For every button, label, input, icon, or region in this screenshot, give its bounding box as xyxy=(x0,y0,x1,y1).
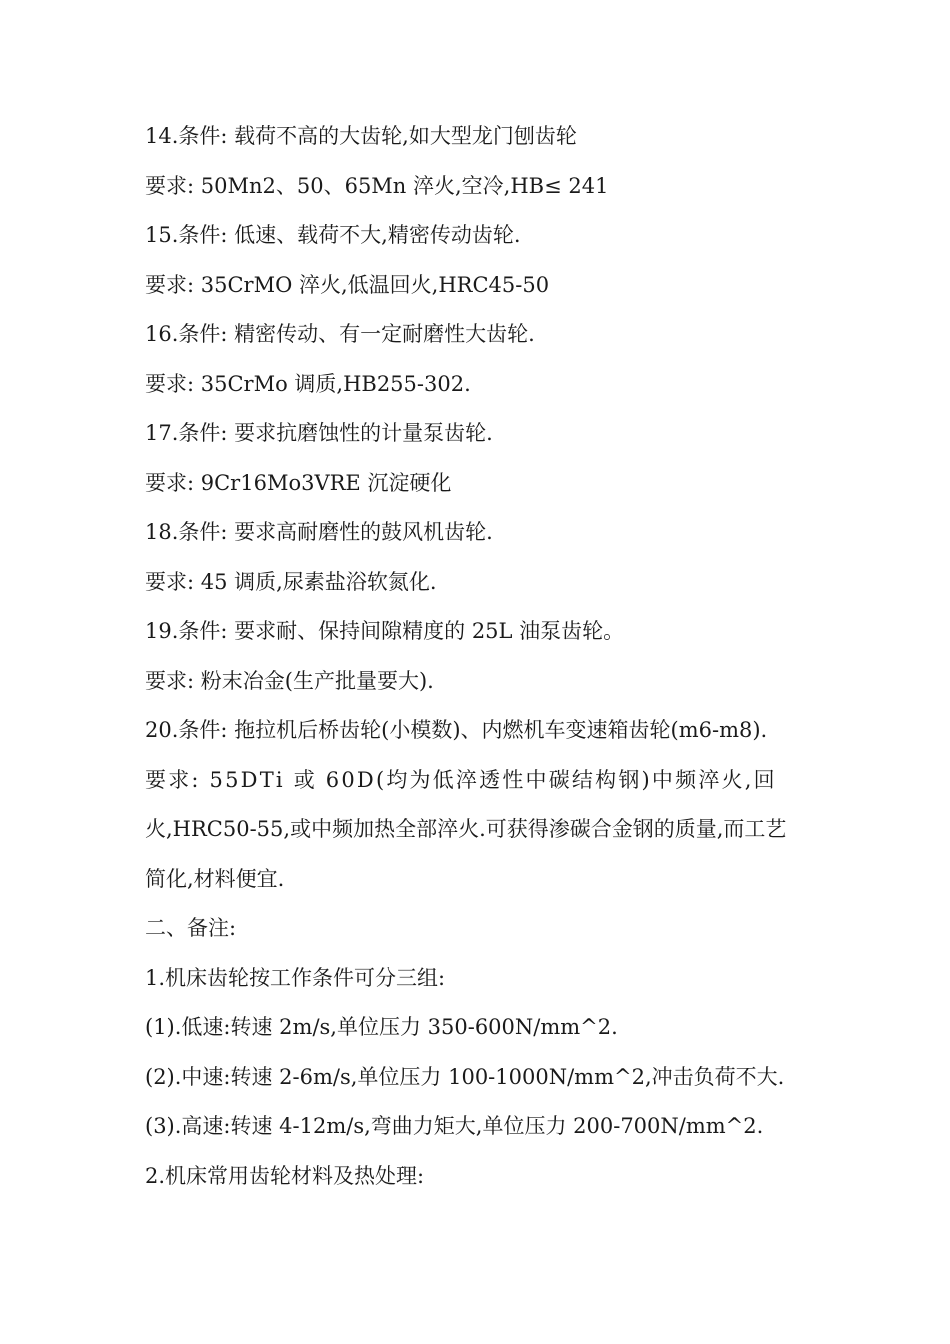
text-line-note-2: 2.机床常用齿轮材料及热处理: xyxy=(145,1163,425,1188)
text-line-17-condition: 17.条件: 要求抗磨蚀性的计量泵齿轮. xyxy=(145,421,493,445)
text-line-16-requirement: 要求: 35CrMo 调质,HB255-302. xyxy=(145,371,471,396)
document-body xyxy=(145,118,810,1207)
text-line-15-requirement: 要求: 35CrMO 淬火,低温回火,HRC45-50 xyxy=(145,272,550,297)
text-line-note-1-medium-speed: (2).中速:转速 2-6m/s,单位压力 100-1000N/mm^2,冲击负荷不大. xyxy=(145,1064,785,1089)
text-line-note-1: 1.机床齿轮按工作条件可分三组: xyxy=(145,965,446,990)
text-line-17-requirement: 要求: 9Cr16Mo3VRE 沉淀硬化 xyxy=(145,470,452,495)
text-line-20-requirement-part3: 简化,材料便宜. xyxy=(145,866,285,891)
text-line-note-1-low-speed: (1).低速:转速 2m/s,单位压力 350-600N/mm^2. xyxy=(145,1015,618,1039)
text-line-15-condition: 15.条件: 低速、载荷不大,精密传动齿轮. xyxy=(145,223,521,247)
text-line-20-requirement-part2: 火,HRC50-55,或中频加热全部淬火.可获得渗碳合金钢的质量,而工艺 xyxy=(145,817,787,841)
text-line-18-condition: 18.条件: 要求高耐磨性的鼓风机齿轮. xyxy=(145,520,493,544)
text-line-19-requirement: 要求: 粉末冶金(生产批量要大). xyxy=(145,668,434,693)
text-line-20-requirement-part1: 要求: 55DTi 或 60D(均为低淬透性中碳结构钢)中频淬火,回 xyxy=(145,767,777,792)
text-line-18-requirement: 要求: 45 调质,尿素盐浴软氮化. xyxy=(145,569,437,594)
text-line-16-condition: 16.条件: 精密传动、有一定耐磨性大齿轮. xyxy=(145,322,535,346)
section-heading-notes: 二、备注: xyxy=(145,916,237,940)
text-line-14-condition: 14.条件: 载荷不高的大齿轮,如大型龙门刨齿轮 xyxy=(145,124,577,148)
text-line-14-requirement: 要求: 50Mn2、50、65Mn 淬火,空冷,HB≤ 241 xyxy=(145,173,609,198)
text-line-20-condition: 20.条件: 拖拉机后桥齿轮(小模数)、内燃机车变速箱齿轮(m6-m8). xyxy=(145,718,768,742)
text-line-note-1-high-speed: (3).高速:转速 4-12m/s,弯曲力矩大,单位压力 200-700N/mm^2. xyxy=(145,1114,764,1138)
text-line-19-condition: 19.条件: 要求耐、保持间隙精度的 25L 油泵齿轮。 xyxy=(145,619,625,643)
